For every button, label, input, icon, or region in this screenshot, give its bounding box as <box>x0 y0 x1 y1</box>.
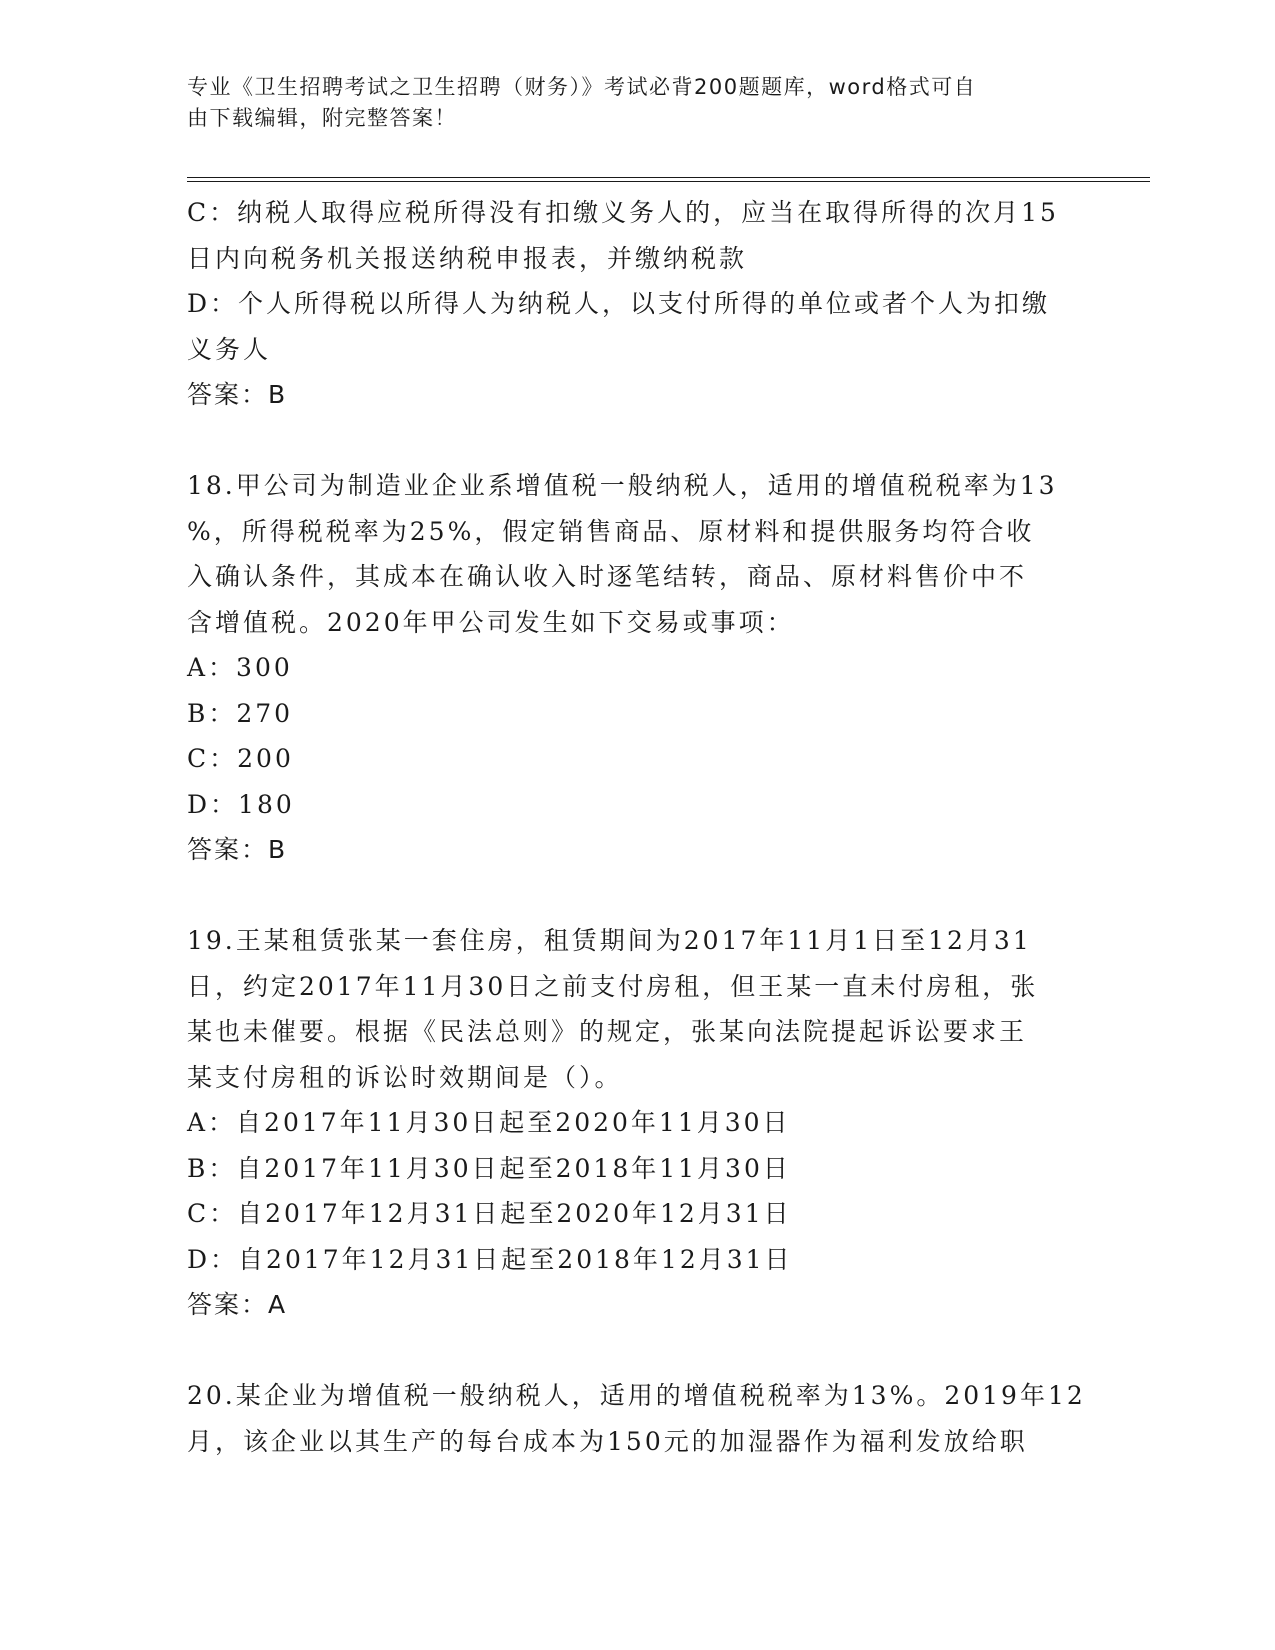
answer: 答案：A <box>187 1290 288 1319</box>
option-d: D：个人所得税以所得人为纳税人，以支付所得的单位或者个人为扣缴 <box>187 289 1051 318</box>
header-rule <box>187 181 1150 182</box>
header-line: 由下载编辑，附完整答案！ <box>187 106 457 130</box>
spacer <box>187 873 1087 919</box>
question-20 <box>187 1373 1087 1464</box>
option-c: C：200 <box>187 744 294 773</box>
spacer <box>187 1328 1087 1374</box>
spacer <box>187 418 1087 464</box>
question-stem-line: 日，约定2017年11月30日之前支付房租，但王某一直未付房租，张 <box>187 971 1039 1001</box>
option-d: D：180 <box>187 789 295 819</box>
question-stem-line: 18.甲公司为制造业企业系增值税一般纳税人，适用的增值税税率为13 <box>187 471 1058 500</box>
option-c: C：自2017年12月31日起至2020年12月31日 <box>187 1199 792 1228</box>
option-c: C：纳税人取得应税所得没有扣缴义务人的，应当在取得所得的次月15 <box>187 198 1059 227</box>
option-a: A：自2017年11月30日起至2020年11月30日 <box>187 1108 791 1137</box>
question-stem-line: 含增值税。2020年甲公司发生如下交易或事项： <box>187 607 795 637</box>
option-b: B：270 <box>187 698 294 728</box>
question-stem-line: %，所得税税率为25%，假定销售商品、原材料和提供服务均符合收 <box>187 516 1035 546</box>
option-b: B：自2017年11月30日起至2018年11月30日 <box>187 1153 791 1183</box>
question-17-tail <box>187 190 1087 418</box>
question-19 <box>187 918 1087 1328</box>
question-stem-line: 某也未催要。根据《民法总则》的规定，张某向法院提起诉讼要求王 <box>187 1017 1028 1046</box>
document-header <box>187 72 1067 134</box>
header-rule <box>187 177 1150 178</box>
option-a: A：300 <box>187 653 293 682</box>
header-line: 专业《卫生招聘考试之卫生招聘（财务）》考试必背200题题库，word格式可自 <box>187 75 977 99</box>
answer: 答案：B <box>187 380 288 409</box>
question-stem-line: 月，该企业以其生产的每台成本为150元的加湿器作为福利发放给职 <box>187 1426 1028 1456</box>
question-stem-line: 19.王某租赁张某一套住房，租赁期间为2017年11月1日至12月31 <box>187 926 1032 955</box>
option-d-continued: 义务人 <box>187 334 272 364</box>
question-stem-line: 某支付房租的诉讼时效期间是（）。 <box>187 1062 623 1092</box>
question-18 <box>187 463 1087 873</box>
question-stem-line: 入确认条件，其成本在确认收入时逐笔结转，商品、原材料售价中不 <box>187 562 1028 591</box>
question-content <box>187 190 1087 1464</box>
answer: 答案：B <box>187 835 288 864</box>
question-stem-line: 20.某企业为增值税一般纳税人，适用的增值税税率为13%。2019年12 <box>187 1381 1086 1410</box>
option-d: D：自2017年12月31日起至2018年12月31日 <box>187 1244 793 1274</box>
option-c-continued: 日内向税务机关报送纳税申报表，并缴纳税款 <box>187 243 748 273</box>
